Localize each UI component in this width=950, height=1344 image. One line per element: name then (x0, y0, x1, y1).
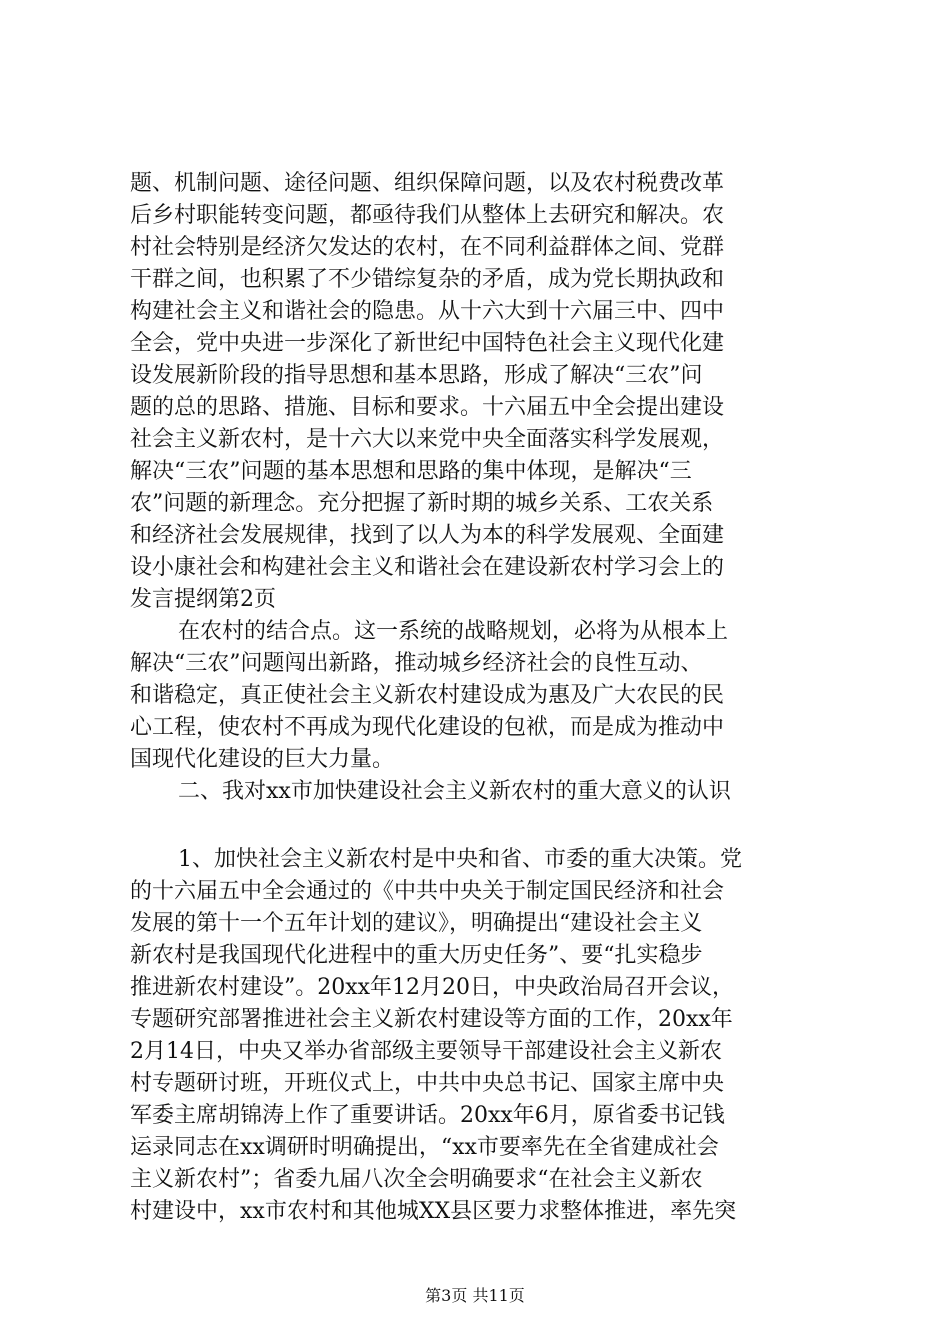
text-line: 干群之间，也积累了不少错综复杂的矛盾，成为党长期执政和 (130, 267, 725, 292)
text-line: 题的总的思路、措施、目标和要求。十六届五中全会提出建设 (130, 395, 725, 420)
text-line: 村建设中，xx市农村和其他城XX县区要力求整体推进，率先突 (130, 1199, 737, 1224)
paragraph-2 (130, 616, 830, 776)
paragraph-1 (130, 168, 830, 616)
text-line: 2月14日，中央又举办省部级主要领导干部建设社会主义新农 (130, 1039, 722, 1064)
text-line: 村社会特别是经济欠发达的农村，在不同利益群体之间、党群 (130, 235, 725, 260)
text-line: 发言提纲第2页 (130, 587, 276, 612)
text-line: 村专题研讨班，开班仪式上，中共中央总书记、国家主席中央 (130, 1071, 725, 1096)
text-line: 农”问题的新理念。充分把握了新时期的城乡关系、工农关系 (130, 491, 714, 516)
text-line: 国现代化建设的巨大力量。 (130, 747, 395, 772)
text-line: 和经济社会发展规律，找到了以人为本的科学发展观、全面建 (130, 523, 725, 548)
spacer (130, 808, 830, 844)
text-line: 新农村是我国现代化进程中的重大历史任务”、要“扎实稳步 (130, 943, 703, 968)
text-line: 解决“三农”问题的基本思想和思路的集中体现，是解决“三 (130, 459, 692, 484)
text-line: 运录同志在xx调研时明确提出，“xx市要率先在全省建成社会 (130, 1135, 719, 1160)
text-line: 后乡村职能转变问题，都亟待我们从整体上去研究和解决。农 (130, 203, 725, 228)
document-body (130, 168, 830, 1228)
paragraph-3 (130, 844, 830, 1228)
text-line: 1、加快社会主义新农村是中央和省、市委的重大决策。党 (178, 847, 742, 872)
text-line: 全会，党中央进一步深化了新世纪中国特色社会主义现代化建 (130, 331, 725, 356)
text-line: 设发展新阶段的指导思想和基本思路，形成了解决“三农”问 (130, 363, 703, 388)
page-footer: 第3页 共11页 (425, 1286, 525, 1305)
text-line: 社会主义新农村，是十六大以来党中央全面落实科学发展观， (130, 427, 725, 452)
text-line: 发展的第十一个五年计划的建议》，明确提出“建设社会主义 (130, 911, 703, 936)
section-heading: 二、我对xx市加快建设社会主义新农村的重大意义的认识 (178, 779, 731, 804)
text-line: 推进新农村建设”。20xx年12月20日，中央政治局召开会议， (130, 975, 735, 1000)
text-line: 军委主席胡锦涛上作了重要讲话。20xx年6月，原省委书记钱 (130, 1103, 725, 1128)
text-line: 设小康社会和构建社会主义和谐社会在建设新农村学习会上的 (130, 555, 725, 580)
text-line: 专题研究部署推进社会主义新农村建设等方面的工作，20xx年 (130, 1007, 733, 1032)
text-line: 和谐稳定，真正使社会主义新农村建设成为惠及广大农民的民 (130, 683, 725, 708)
text-line: 题、机制问题、途径问题、组织保障问题，以及农村税费改革 (130, 171, 725, 196)
text-line: 心工程，使农村不再成为现代化建设的包袱，而是成为推动中 (130, 715, 725, 740)
text-line: 的十六届五中全会通过的《中共中央关于制定国民经济和社会 (130, 879, 725, 904)
text-line: 构建社会主义和谐社会的隐患。从十六大到十六届三中、四中 (130, 299, 725, 324)
text-line: 解决“三农”问题闯出新路，推动城乡经济社会的良性互动、 (130, 651, 703, 676)
text-line: 在农村的结合点。这一系统的战略规划，必将为从根本上 (178, 619, 729, 644)
text-line: 主义新农村”；省委九届八次全会明确要求“在社会主义新农 (130, 1167, 703, 1192)
